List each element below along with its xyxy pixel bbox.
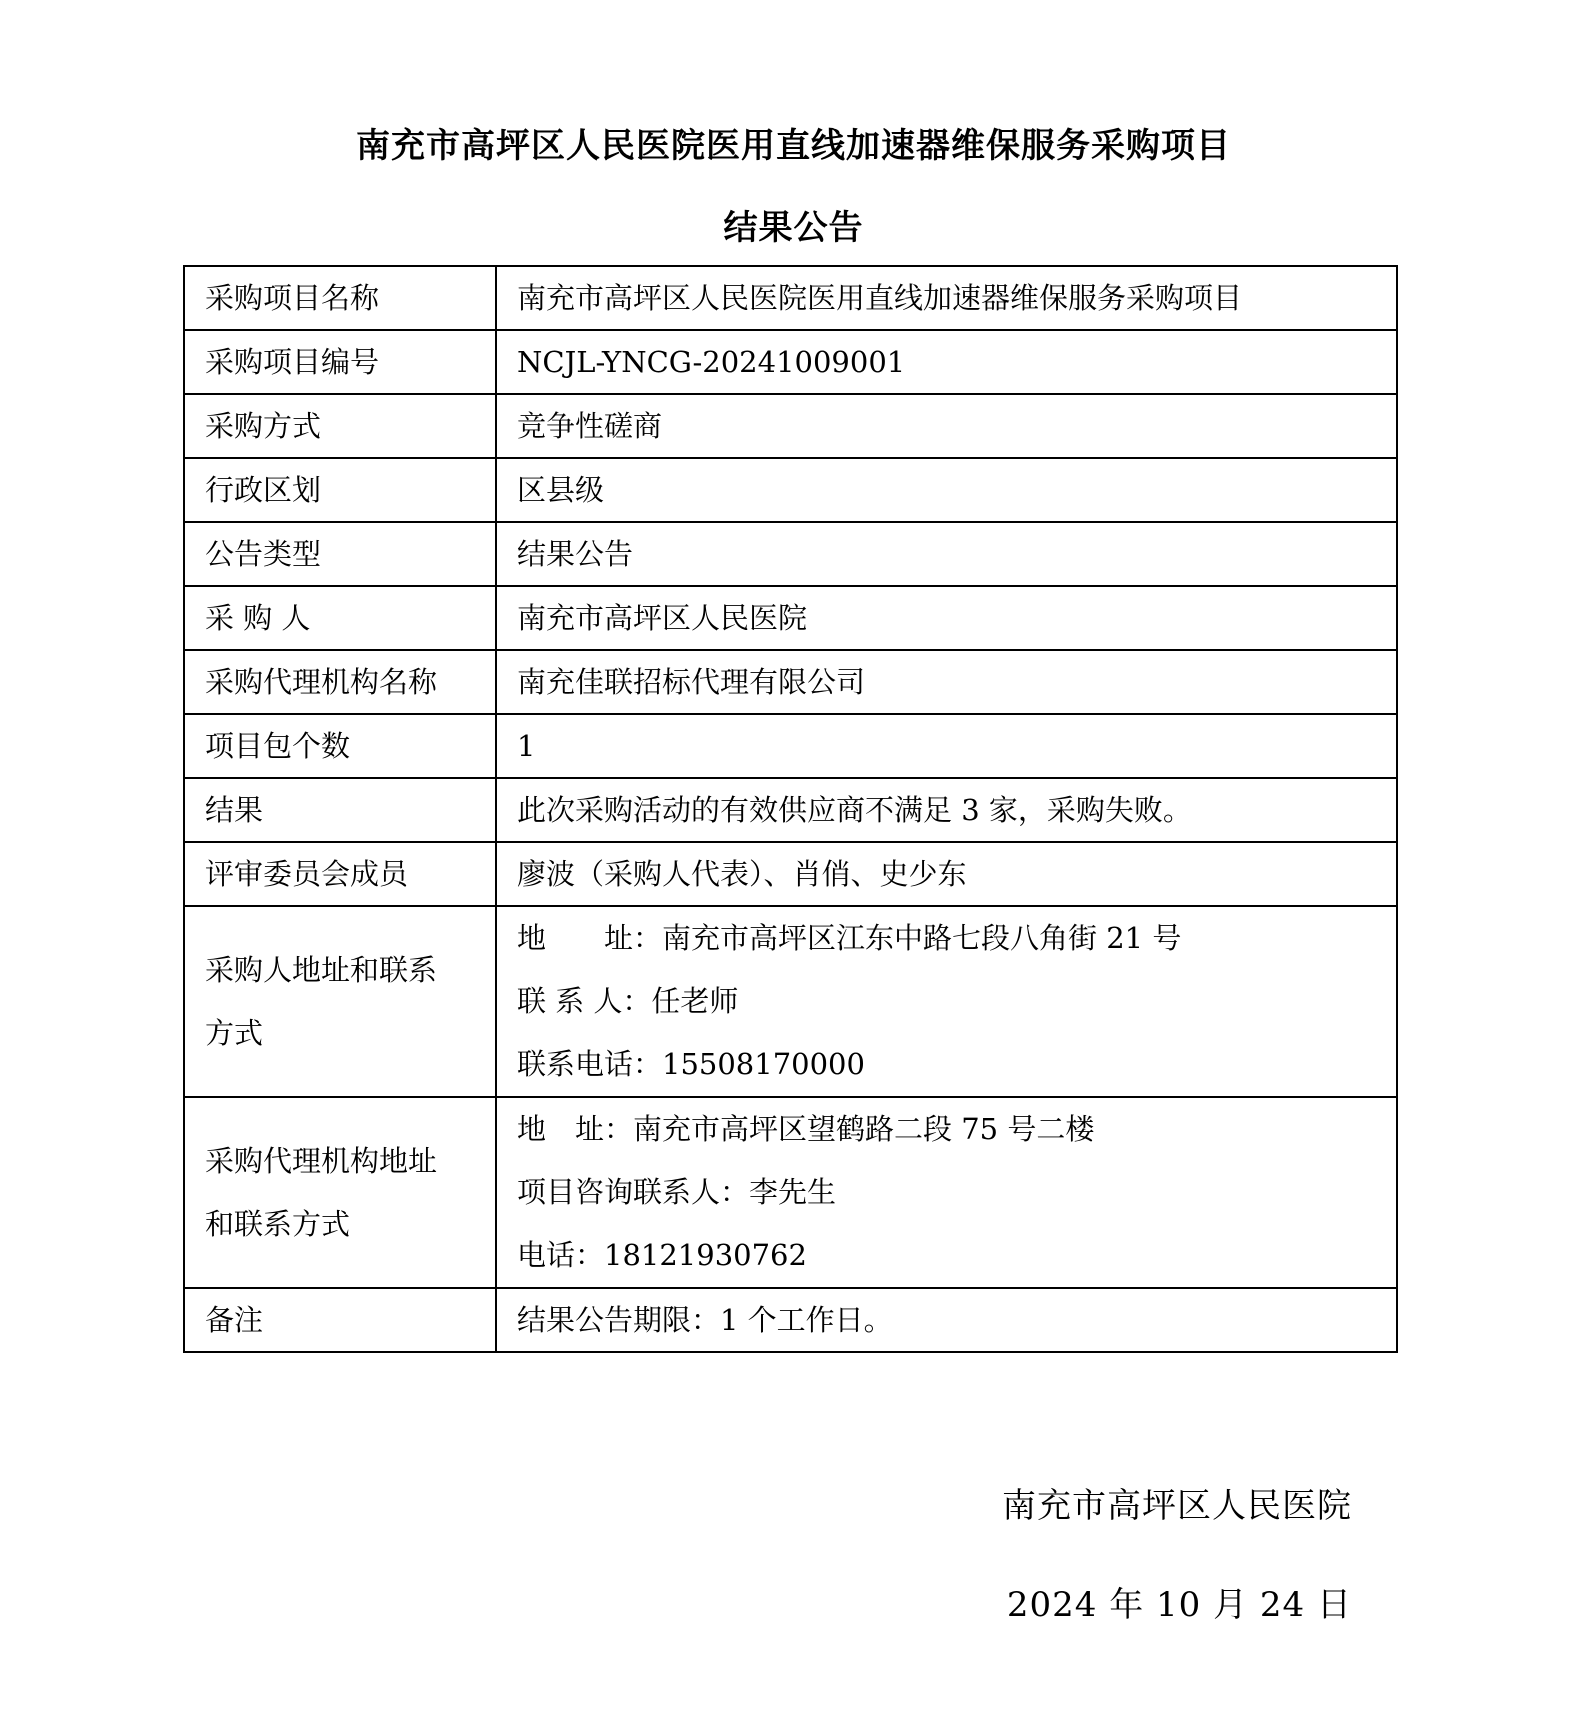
row-label: 采 购 人: [184, 586, 496, 650]
table-row: [184, 1288, 1397, 1352]
table-row: [184, 714, 1397, 778]
agency-phone: 电话：18121930762: [517, 1238, 807, 1272]
row-value: 结果公告: [496, 522, 1397, 586]
row-value: 竞争性磋商: [496, 394, 1397, 458]
agency-address: 地 址：南充市高坪区望鹤路二段 75 号二楼: [517, 1112, 1095, 1146]
row-label: 公告类型: [184, 522, 496, 586]
document-subtitle: 结果公告: [723, 208, 864, 248]
row-label: [184, 1097, 496, 1288]
row-label: 项目包个数: [184, 714, 496, 778]
table-row: [184, 778, 1397, 842]
purchaser-phone: 联系电话：15508170000: [517, 1047, 865, 1081]
row-value: 南充市高坪区人民医院: [496, 586, 1397, 650]
row-label: 采购代理机构名称: [184, 650, 496, 714]
signature-date: 2024 年 10 月 24 日: [1006, 1585, 1352, 1625]
row-value: 此次采购活动的有效供应商不满足 3 家，采购失败。: [496, 778, 1397, 842]
row-label: 采购方式: [184, 394, 496, 458]
row-value: 廖波（采购人代表）、肖俏、史少东: [496, 842, 1397, 906]
table-row-agency-contact: [184, 1097, 1397, 1288]
label-line: 和联系方式: [205, 1206, 351, 1241]
table-row: [184, 650, 1397, 714]
row-value: 区县级: [496, 458, 1397, 522]
row-label: 评审委员会成员: [184, 842, 496, 906]
row-label: 备注: [184, 1288, 496, 1352]
table-row: [184, 330, 1397, 394]
row-value: 结果公告期限：1 个工作日。: [496, 1288, 1397, 1352]
table-row: [184, 842, 1397, 906]
row-label: 行政区划: [184, 458, 496, 522]
table-row: [184, 522, 1397, 586]
announcement-table: [183, 265, 1398, 1353]
purchaser-address: 地 址：南充市高坪区江东中路七段八角街 21 号: [517, 921, 1182, 955]
table-row-purchaser-contact: [184, 906, 1397, 1097]
row-label: [184, 906, 496, 1097]
row-label: 采购项目编号: [184, 330, 496, 394]
agency-contact-person: 项目咨询联系人：李先生: [517, 1175, 837, 1209]
row-label: 采购项目名称: [184, 266, 496, 330]
row-value: 南充市高坪区人民医院医用直线加速器维保服务采购项目: [496, 266, 1397, 330]
label-line: 采购代理机构地址: [205, 1143, 438, 1178]
purchaser-contact-person: 联 系 人：任老师: [517, 984, 739, 1018]
label-line: 采购人地址和联系: [205, 952, 438, 987]
row-value: 1: [496, 714, 1397, 778]
table-row: [184, 394, 1397, 458]
row-value: [496, 906, 1397, 1097]
row-value: NCJL-YNCG-20241009001: [496, 330, 1397, 394]
table-row: [184, 458, 1397, 522]
table-row: [184, 586, 1397, 650]
signature-organization: 南充市高坪区人民医院: [1002, 1486, 1352, 1526]
row-value: [496, 1097, 1397, 1288]
table-row: [184, 266, 1397, 330]
row-label: 结果: [184, 778, 496, 842]
row-value: 南充佳联招标代理有限公司: [496, 650, 1397, 714]
document-title: 南充市高坪区人民医院医用直线加速器维保服务采购项目: [356, 126, 1231, 166]
label-line: 方式: [205, 1015, 264, 1050]
